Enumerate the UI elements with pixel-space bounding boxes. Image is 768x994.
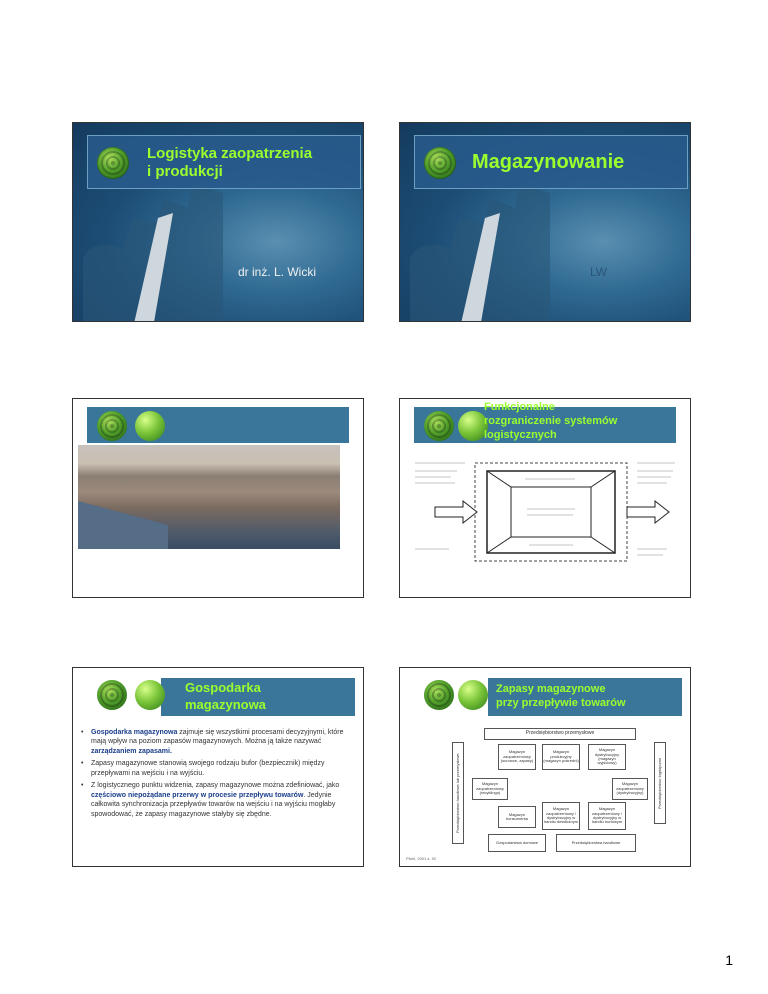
slide-title: Magazynowanie — [472, 151, 625, 173]
slide-header — [73, 668, 363, 723]
diagram-box: Magazyn dystrybucyjny (magazyn wyjściowy) — [588, 744, 626, 770]
diagram-box-top: Przedsiębiorstwo przemysłowe — [484, 728, 636, 740]
green-sphere-icon — [135, 680, 165, 710]
diagram-side-right: Przedsiębiorstwo logistyczne — [654, 742, 666, 824]
diagram-box: Magazyn zaopatrzeniowy (surowce, zapasy) — [498, 744, 536, 770]
diagram-box: Przedsiębiorstwa handlowe — [556, 834, 636, 852]
diagram-box: Magazyn zaopatrzeniowy (recyklingu) — [472, 778, 508, 800]
slide-subtitle: dr inż. L. Wicki — [238, 265, 317, 279]
slide-3 — [72, 398, 364, 598]
slide-title: Gospodarka magazynowa — [185, 680, 266, 712]
green-globe-icon — [424, 411, 454, 441]
page-number: 1 — [725, 952, 733, 968]
slide-title: Funkcjonalne rozgraniczenie systemów logistycznych — [484, 401, 618, 441]
green-sphere-icon — [135, 411, 165, 441]
gear-graphic — [72, 178, 223, 322]
gear-graphic — [399, 178, 550, 322]
slide-4 — [399, 398, 691, 598]
bullet-list — [81, 728, 353, 822]
diagram-side-left: Przedsiębiorstwo handlowe lub przemysłowe — [452, 742, 464, 844]
green-globe-icon — [97, 411, 127, 441]
slide-1 — [72, 122, 364, 322]
diagram-box: Magazyn zaopatrzeniowy / dystrybucyjny w handlu hurtowym — [588, 802, 626, 830]
slide-title: Logistyka zaopatrzenia i produkcji — [147, 145, 313, 180]
slide-subtitle: LW — [590, 265, 608, 279]
green-globe-icon — [97, 680, 127, 710]
slide-header — [400, 668, 690, 723]
green-globe-icon — [424, 147, 456, 179]
green-globe-icon — [424, 680, 454, 710]
green-globe-icon — [97, 147, 129, 179]
slide-6 — [399, 667, 691, 867]
diagram-box: Magazyn zaopatrzeniowy (dystrybucyjny) — [612, 778, 648, 800]
slide-5 — [72, 667, 364, 867]
source-note: Pfohl, 2001 s. 92 — [406, 856, 437, 861]
bullet-item: • Gospodarka magazynowa zajmuje się wszystkimi procesami decyzyjnymi, które mają wpływ na poziom zapasów magazynowych. Można ją także nazywać zarządzaniem zapasami. — [81, 728, 353, 756]
diagram-box: Magazyn konsumenta — [498, 806, 536, 828]
diagram-box: Magazyn produkcyjny (magazyn pośredni) — [542, 744, 580, 770]
port-aerial-photo — [78, 445, 340, 549]
bullet-item: • Z logistycznego punktu widzenia, zapasy magazynowe można zdefiniować, jako częściowo niepożądane przerwy w procesie przepływu towarów. Jedynie całkowita synchronizacja przepływów towarów na wejściu i na wyjściu mogłaby spowodować, że zapasy magazynowe stałyby się zbędne. — [81, 781, 353, 819]
warehouse-flow-diagram — [454, 728, 675, 858]
diagram-box: Gospodarstwa domowe — [488, 834, 546, 852]
logistics-systems-diagram — [405, 457, 683, 592]
slide-title: Zapasy magazynowe przy przepływie towarów — [496, 683, 626, 710]
green-sphere-icon — [458, 680, 488, 710]
diagram-box: Magazyn zaopatrzeniowy / dystrybucyjny w handlu detalicznym — [542, 802, 580, 830]
bullet-item: • Zapasy magazynowe stanowią swojego rodzaju bufor (bezpiecznik) między przepływami na wejściu i na wyjściu. — [81, 759, 353, 778]
slide-2 — [399, 122, 691, 322]
slide-header — [400, 399, 690, 454]
